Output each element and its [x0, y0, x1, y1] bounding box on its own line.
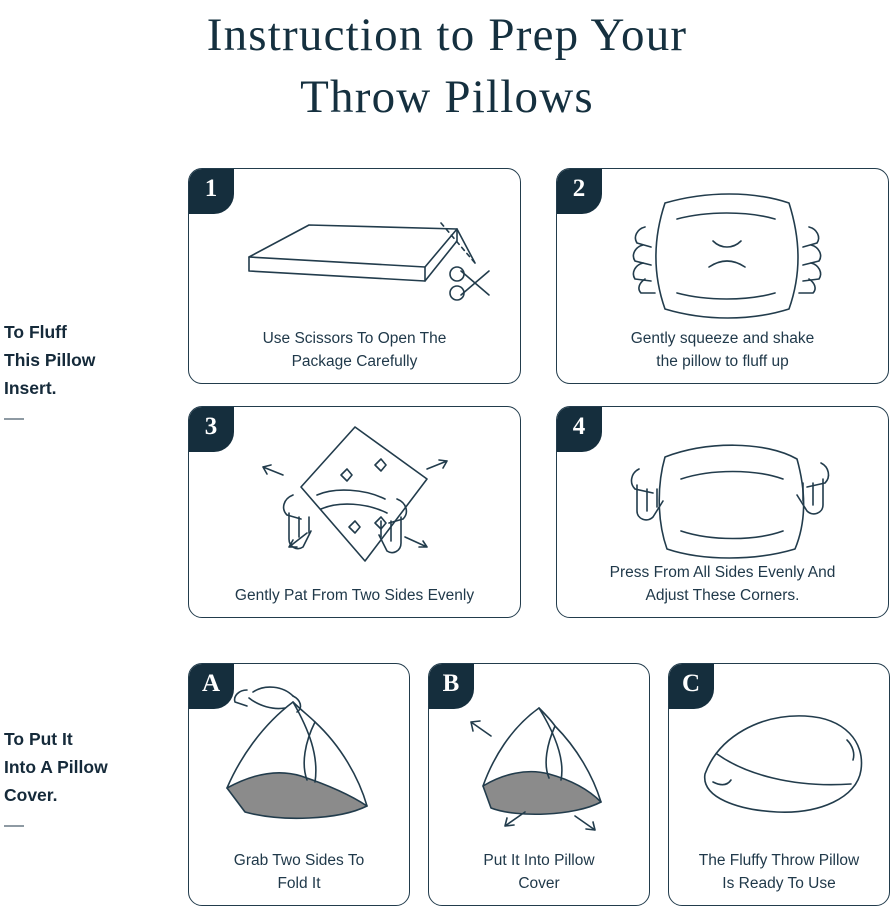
section-label-cover-line-1: To Put It — [4, 729, 73, 749]
step-card-4 — [556, 406, 889, 618]
step-caption-line-1: Put It Into Pillow — [483, 852, 595, 870]
step-caption — [437, 850, 641, 895]
title-line-1: Instruction to Prep Your — [206, 9, 688, 61]
insert-pillow-into-cover-icon — [429, 670, 649, 845]
step-caption-line-1: Gently Pat From Two Sides Evenly — [234, 586, 475, 604]
cover-step-card-b — [428, 663, 650, 906]
finished-fluffy-pillow-icon — [669, 670, 889, 845]
step-badge: A — [188, 663, 234, 709]
section-label-cover-line-3: Cover. — [4, 785, 58, 805]
step-caption — [197, 585, 512, 607]
step-caption-line-2: Fold It — [277, 874, 321, 892]
cover-step-card-a — [188, 663, 410, 906]
step-caption-line-1: Press From All Sides Evenly And — [609, 564, 836, 582]
section-label-cover — [4, 725, 169, 827]
step-card-3 — [188, 406, 521, 618]
step-caption-line-1: Use Scissors To Open The — [262, 330, 447, 348]
step-badge: 1 — [188, 168, 234, 214]
title-line-2: Throw Pillows — [300, 71, 594, 124]
section-divider-dash — [4, 825, 24, 827]
step-caption-line-2: Package Carefully — [291, 352, 418, 370]
step-caption-line-2: Adjust These Corners. — [645, 586, 800, 604]
page-title — [0, 0, 894, 128]
section-label-fluff — [4, 318, 169, 420]
section-label-cover-line-2: Into A Pillow — [4, 757, 108, 777]
pillow-patted-two-sides-icon — [189, 413, 520, 563]
step-badge: B — [428, 663, 474, 709]
step-caption — [565, 562, 880, 607]
step-caption-line-1: Gently squeeze and shake — [630, 330, 815, 348]
section-divider-dash — [4, 418, 24, 420]
step-caption — [565, 328, 880, 373]
step-caption — [197, 850, 401, 895]
section-label-fluff-line-3: Insert. — [4, 378, 57, 398]
step-badge: 4 — [556, 406, 602, 452]
section-label-fluff-line-2: This Pillow — [4, 350, 96, 370]
step-badge: 2 — [556, 168, 602, 214]
step-caption-line-2: the pillow to fluff up — [656, 352, 789, 370]
step-caption-line-1: Grab Two Sides To — [233, 852, 365, 870]
section-label-fluff-line-1: To Fluff — [4, 322, 67, 342]
pillow-press-corners-icon — [557, 413, 888, 563]
step-caption — [197, 328, 512, 373]
step-caption-line-2: Is Ready To Use — [722, 874, 836, 892]
cover-step-card-c — [668, 663, 890, 906]
pillow-package-with-scissors-icon — [189, 175, 520, 325]
step-card-2 — [556, 168, 889, 384]
step-caption-line-2: Cover — [518, 874, 560, 892]
step-caption — [677, 850, 881, 895]
step-caption-line-1: The Fluffy Throw Pillow — [698, 852, 860, 870]
step-card-1 — [188, 168, 521, 384]
pillow-squeezed-by-hands-icon — [557, 175, 888, 325]
step-badge: 3 — [188, 406, 234, 452]
step-badge: C — [668, 663, 714, 709]
fold-pillow-hands-icon — [189, 670, 409, 845]
